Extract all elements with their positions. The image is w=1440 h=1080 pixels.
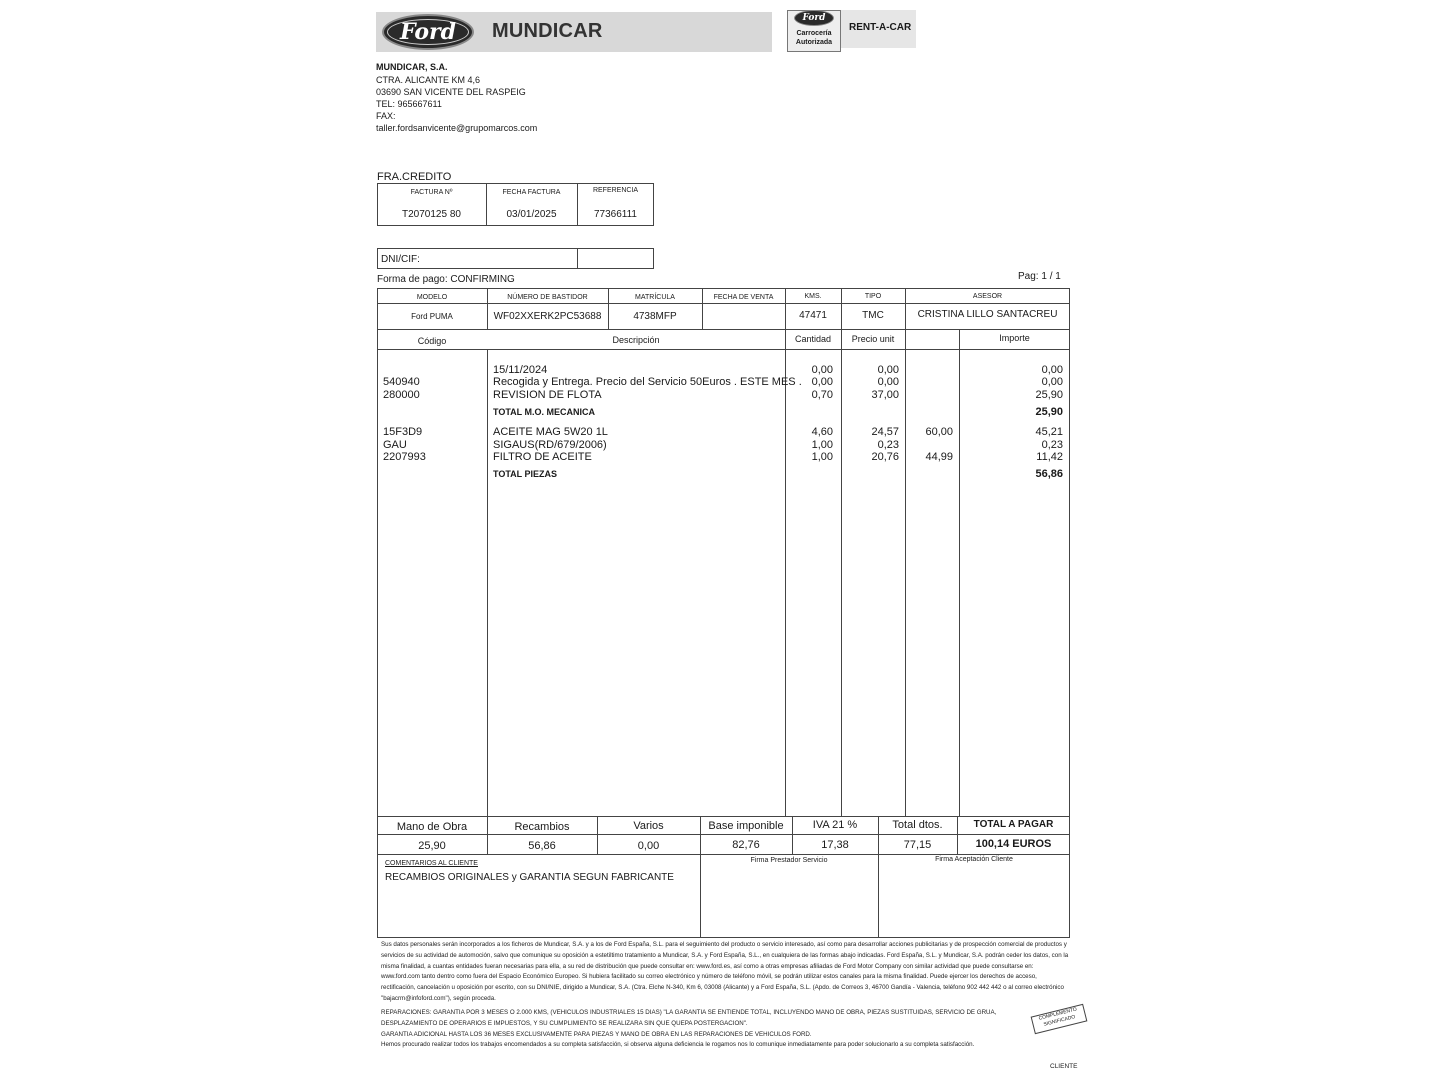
line-item-description: TOTAL M.O. MECANICA — [493, 407, 595, 417]
factura-header: FACTURA Nº — [410, 189, 453, 196]
line-item-quantity: 0,00 — [811, 376, 833, 388]
asesor-header: ASESOR — [972, 293, 1003, 300]
tipo-header: TIPO — [864, 293, 882, 300]
line-item-quantity: 1,00 — [811, 439, 833, 451]
comments-text: RECAMBIOS ORIGINALES y GARANTIA SEGUN FABRICANTE — [385, 872, 674, 883]
total-label-varios: Varios — [633, 820, 664, 832]
vehicle-advisor: CRISTINA LILLO SANTACREU — [917, 309, 1058, 320]
vehicle-model: Ford PUMA — [411, 312, 453, 321]
carroceria-line1: Carrocería — [796, 30, 832, 37]
total-recambios: 56,86 — [528, 840, 556, 852]
total-pagar: 100,14 EUROS — [975, 838, 1052, 850]
line-item-code: 2207993 — [383, 451, 426, 463]
line-item-description: Recogida y Entrega. Precio del Servicio 50Euros . ESTE MES . — [493, 376, 802, 388]
line-item-price: 0,23 — [877, 439, 899, 451]
ford-logo-text: Ford — [399, 19, 457, 45]
line-item-amount: 25,90 — [1035, 406, 1063, 418]
comments-label: COMENTARIOS AL CLIENTE — [385, 860, 478, 867]
factura-number: T2070125 80 — [402, 209, 461, 220]
rent-a-car-label: RENT-A-CAR — [849, 22, 912, 33]
line-item-description: FILTRO DE ACEITE — [493, 451, 592, 463]
signature-client-label: Firma Aceptación Cliente — [935, 856, 1013, 863]
ford-small-logo — [794, 10, 834, 26]
page-number: Pag: 1 / 1 — [1018, 271, 1061, 282]
company-name: MUNDICAR, S.A. — [376, 62, 448, 72]
vehicle-kms: 47471 — [799, 310, 827, 321]
privacy-notice: Sus datos personales serán incorporados a los ficheros de Mundicar, S.A. y a los de Ford España, S.L. para el seguimiento del producto o servicio interesado, así como para desarrollar acciones publicitarias y de prospección comercial de productos y servicios de su actividad de automoción, salvo que comunique su oposición a estetiltimo tratamiento a Mundicar, S.A. y Ford España, S.L., en cualquiera de las formas abajo indicadas. Ford España, S.L. y Mundicar, S.A. podrán ceder los datos, con la misma finalidad, a cuantas entidades fueran necesarias para ella, a su red de distribución que puede consultar en: www.ford.es, así como a otras empresas afiliadas de Ford Motor Company con similar actividad que puede consultarse en: www.ford.com tanto dentro como fuera del Espacio Económico Europeo. Si hubiera facilitado su correo electrónico y número de teléfono móvil, se podrán utilizar estos canales para la misma finalidad. Puede ejercer los derechos de acceso, rectificación, cancelación u oposición por escrito, con su DNI/NIE, dirigido a Mundicar, S.A. (Ctra. Elche N-340, Km 6, 03008 (Alicante) y a Ford España, S.L. (Apdo. de Correos 3, 46700 Gandía - Valencia, teléfono 902 442 442 o al correo electrónico "bajacrm@infoford.com"), según proceda. — [381, 941, 1069, 1002]
company-address: CTRA. ALICANTE KM 4,6 — [376, 75, 481, 85]
bastidor-header: NÚMERO DE BASTIDOR — [507, 294, 588, 301]
total-label-pagar: TOTAL A PAGAR — [973, 819, 1054, 830]
ford-logo — [382, 14, 474, 50]
line-item-amount: 0,23 — [1041, 439, 1063, 451]
line-item-quantity: 0,70 — [811, 389, 833, 401]
line-item-quantity: 1,00 — [811, 451, 833, 463]
total-label-base: Base imponible — [708, 820, 784, 832]
total-base: 82,76 — [732, 839, 760, 851]
total-label-iva: IVA 21 % — [812, 819, 858, 831]
line-item-description: SIGAUS(RD/679/2006) — [493, 439, 607, 451]
complement-stamp-text: COMPLEMENTO SIGNIFICADO — [1038, 1006, 1078, 1028]
line-item-description: TOTAL PIEZAS — [493, 469, 558, 479]
line-item-amount: 0,00 — [1041, 376, 1063, 388]
line-item-price: 0,00 — [877, 364, 899, 376]
matricula-header: MATRÍCULA — [635, 294, 675, 301]
precio-header: Precio unit — [851, 334, 895, 344]
line-item-amount: 45,21 — [1035, 426, 1063, 438]
line-item-quantity: 0,00 — [811, 364, 833, 376]
satisfaction-notice: Hemos procurado realizar todos los trabajos encomendados a su completa satisfacción, si observa alguna deficiencia le rogamos nos lo comunique inmediatamente para poder solucionarlo a su completa satisfacción. — [381, 1041, 975, 1048]
total-iva: 17,38 — [821, 839, 849, 851]
line-item-price: 37,00 — [871, 389, 899, 401]
ford-small-logo-text: Ford — [802, 13, 826, 23]
warranty-notice: REPARACIONES: GARANTIA POR 3 MESES O 2.000 KMS, (VEHICULOS INDUSTRIALES 15 DIAS) "LA GARANTIA SE ENTIENDE TOTAL, INCLUYENDO MANO DE OBRA, PIEZAS SUSTITUIDAS, SERVICIO DE GRUA, DESPLAZAMIENTO DE OPERARIOS E IMPUESTOS, Y SU CUMPLIMIENTO SE REALIZARA SIN QUE QUEPA POSTERGACION". — [381, 1009, 997, 1027]
modelo-header: MODELO — [416, 294, 448, 301]
line-item-price: 24,57 — [871, 426, 899, 438]
signature-provider-label: Firma Prestador Servicio — [750, 857, 828, 864]
total-label-dtos: Total dtos. — [892, 819, 943, 831]
additional-warranty: GARANTIA ADICIONAL HASTA LOS 36 MESES EXCLUSIVAMENTE PARA PIEZAS Y MANO DE OBRA EN LAS REPARACIONES DE VEHICULOS FORD. — [381, 1031, 812, 1038]
line-item-code: GAU — [383, 439, 407, 451]
total-dtos: 77,15 — [903, 839, 932, 851]
line-item-code: 15F3D9 — [383, 426, 423, 438]
total-label-mano-obra: Mano de Obra — [396, 821, 468, 833]
line-item-amount: 56,86 — [1035, 468, 1063, 480]
codigo-header: Código — [417, 336, 447, 346]
line-item-description: 15/11/2024 — [493, 364, 548, 376]
vehicle-vin: WF02XXERK2PC53688 — [493, 311, 602, 322]
line-item-discount: 44,99 — [925, 451, 953, 463]
line-item-quantity: 4,60 — [811, 426, 833, 438]
line-item-code: 540940 — [383, 376, 420, 388]
brand-name: MUNDICAR — [492, 20, 603, 42]
line-item-amount: 11,42 — [1036, 451, 1063, 463]
company-tel: TEL: 965667611 — [376, 99, 442, 109]
payment-method: Forma de pago: CONFIRMING — [377, 274, 515, 285]
line-item-description: ACEITE MAG 5W20 1L — [493, 426, 608, 438]
company-fax: FAX: — [376, 111, 396, 121]
reference-number: 77366111 — [593, 209, 637, 220]
fecha-venta-header: FECHA DE VENTA — [713, 294, 774, 301]
company-city: 03690 SAN VICENTE DEL RASPEIG — [376, 87, 526, 97]
line-item-discount: 60,00 — [925, 426, 953, 438]
total-mano-obra: 25,90 — [418, 840, 446, 852]
fecha-header: FECHA FACTURA — [502, 189, 561, 196]
total-label-recambios: Recambios — [514, 821, 570, 833]
invoice-type: FRA.CREDITO — [377, 171, 452, 183]
copy-label: CLIENTE — [1050, 1063, 1078, 1070]
line-item-price: 20,76 — [871, 451, 899, 463]
importe-header: Importe — [999, 333, 1030, 343]
carroceria-line2: Autorizada — [795, 39, 833, 46]
total-varios: 0,00 — [637, 840, 660, 852]
vehicle-plate: 4738MFP — [633, 311, 677, 322]
cantidad-header: Cantidad — [794, 334, 832, 344]
line-item-amount: 25,90 — [1035, 389, 1063, 401]
line-item-amount: 0,00 — [1041, 364, 1063, 376]
invoice-date: 03/01/2025 — [506, 209, 557, 220]
line-item-code: 280000 — [383, 389, 420, 401]
referencia-header: REFERENCIA — [592, 187, 639, 194]
vehicle-type: TMC — [862, 310, 884, 321]
line-item-price: 0,00 — [877, 376, 899, 388]
company-email: taller.fordsanvicente@grupomarcos.com — [376, 123, 538, 133]
descripcion-header: Descripción — [612, 335, 660, 345]
kms-header: KMS. — [804, 293, 822, 300]
dni-label: DNI/CIF: — [381, 254, 420, 265]
line-item-description: REVISION DE FLOTA — [493, 389, 602, 401]
